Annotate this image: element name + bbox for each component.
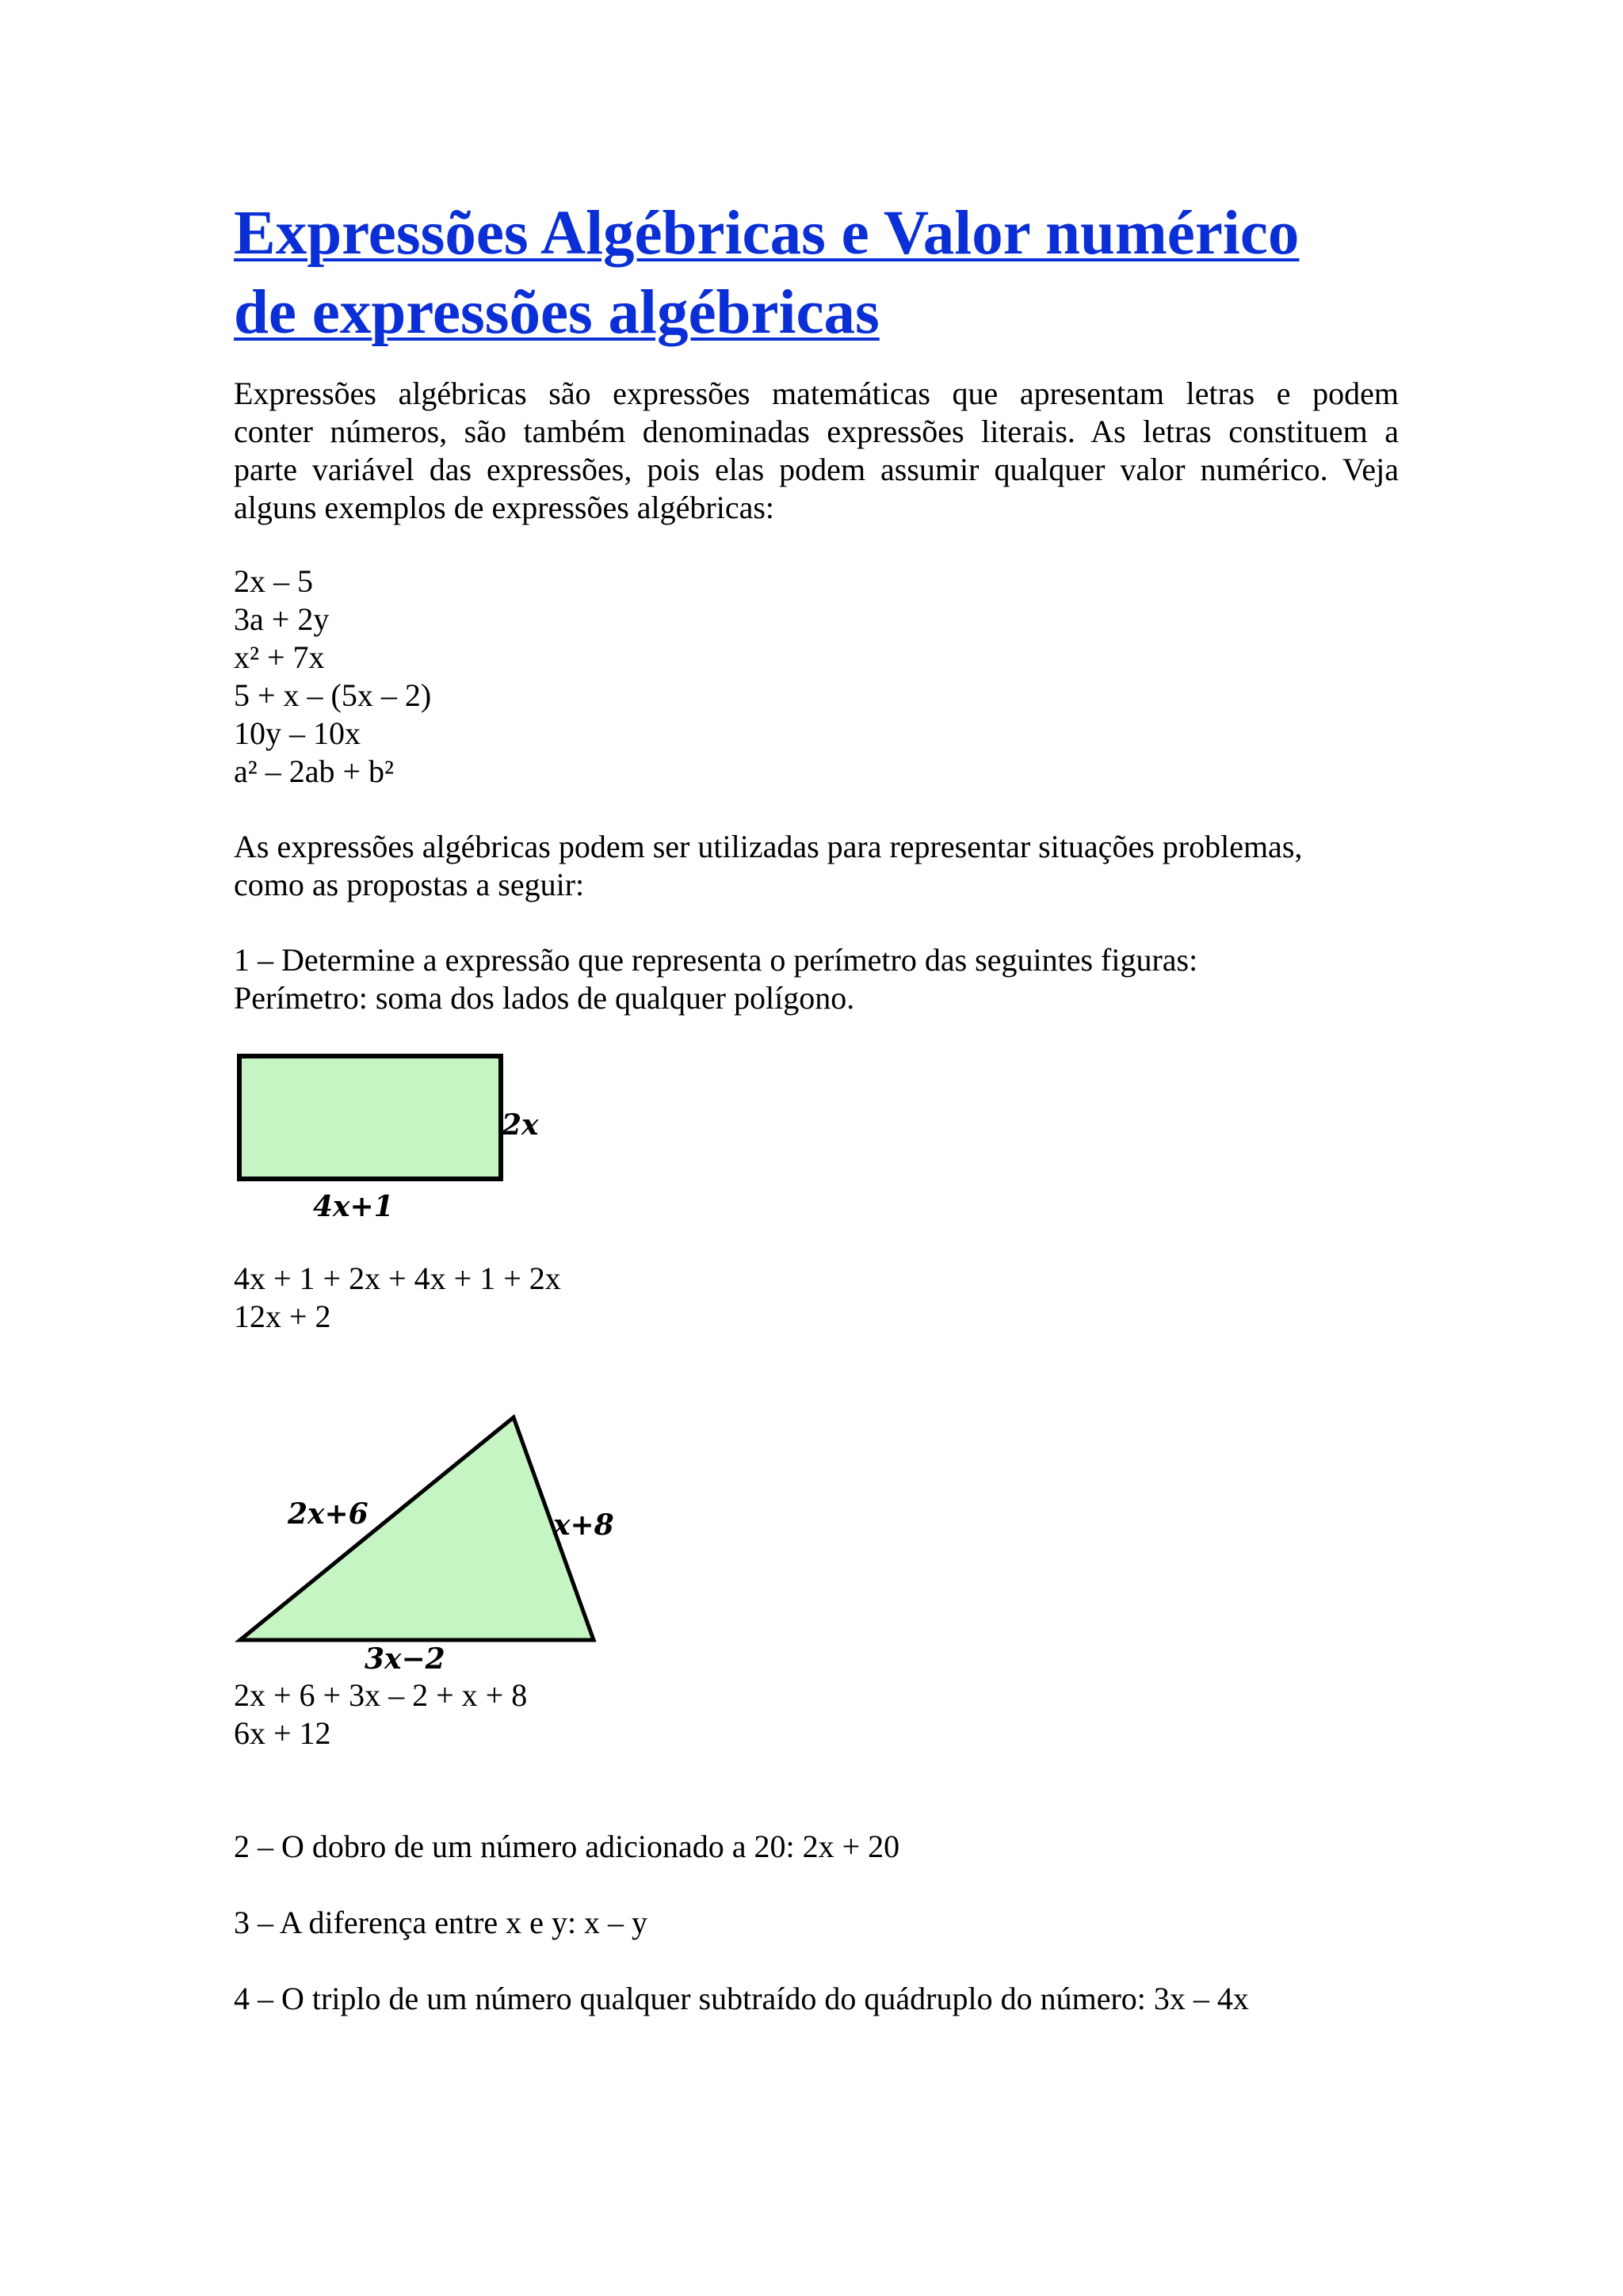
question-1-line-2: Perímetro: soma dos lados de qualquer polígono.	[234, 980, 855, 1016]
question-1-line-1: 1 – Determine a expressão que representa o perímetro das seguintes figuras:	[234, 942, 1198, 978]
example-expression: x² + 7x	[234, 639, 325, 675]
triangle-figure	[234, 1406, 646, 1676]
intro-line: conter números, são também denominadas expressões literais. As letras constituem a	[234, 414, 1399, 449]
question-2: 2 – O dobro de um número adicionado a 20: 2x + 20	[234, 1829, 900, 1864]
title-line-2[interactable]: de expressões algébricas	[234, 278, 880, 347]
intro-line: alguns exemplos de expressões algébricas:	[234, 490, 775, 525]
intro-line: Expressões algébricas são expressões matemáticas que apresentam letras e podem	[234, 376, 1399, 411]
rectangle-figure	[234, 1050, 567, 1240]
title-line-1[interactable]: Expressões Algébricas e Valor numérico	[234, 199, 1300, 268]
example-expression: 3a + 2y	[234, 601, 330, 637]
rectangle-side-label: 2x	[502, 1108, 539, 1142]
example-expression: 10y – 10x	[234, 715, 361, 751]
rectangle-bottom-label: 4x+1	[313, 1190, 394, 1223]
usage-line-2: como as propostas a seguir:	[234, 867, 585, 902]
example-expression: a² – 2ab + b²	[234, 753, 395, 789]
question-3: 3 – A diferença entre x e y: x – y	[234, 1905, 648, 1940]
example-expression: 2x – 5	[234, 563, 313, 599]
question-4: 4 – O triplo de um número qualquer subtraído do quádruplo do número: 3x – 4x	[234, 1981, 1249, 2016]
rectangle-shape	[239, 1056, 501, 1179]
intro-line: parte variável das expressões, pois elas podem assumir qualquer valor numérico. Veja	[234, 452, 1399, 487]
rectangle-perimeter-sum: 4x + 1 + 2x + 4x + 1 + 2x	[234, 1261, 561, 1296]
example-expression: 5 + x – (5x – 2)	[234, 677, 432, 713]
triangle-perimeter-result: 6x + 12	[234, 1715, 331, 1751]
triangle-bottom-label: 3x−2	[365, 1642, 445, 1676]
page-title[interactable]	[234, 194, 1399, 353]
usage-line-1: As expressões algébricas podem ser utilizadas para representar situações problemas,	[234, 829, 1303, 864]
rectangle-perimeter-result: 12x + 2	[234, 1299, 331, 1334]
example-expressions-list	[234, 563, 431, 791]
triangle-right-label: x+8	[553, 1508, 614, 1542]
triangle-left-label: 2x+6	[288, 1497, 369, 1531]
triangle-perimeter-sum: 2x + 6 + 3x – 2 + x + 8	[234, 1677, 528, 1713]
intro-paragraph	[234, 375, 1399, 527]
